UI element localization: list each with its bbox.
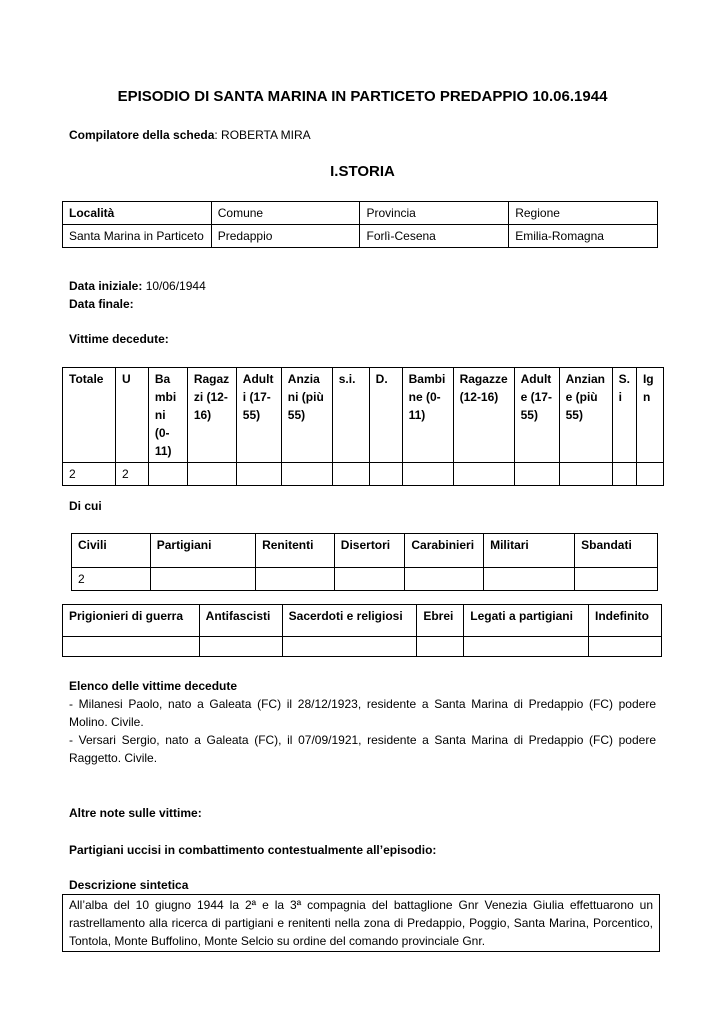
compiler-label: Compilatore della scheda	[69, 128, 215, 142]
table-cell	[150, 568, 255, 591]
table-cell	[199, 637, 282, 657]
table-cell: 2	[72, 568, 151, 591]
table-header-cell: D.	[369, 368, 402, 463]
table-header-cell: Partigiani	[150, 534, 255, 568]
table-row	[72, 534, 658, 568]
list-item: - Versari Sergio, nato a Galeata (FC), il 07/09/1921, residente a Santa Marina di Predappio (FC) podere Raggetto. Civile.	[69, 733, 656, 765]
table-header-cell: Legati a partigiani	[464, 605, 589, 637]
table-cell	[236, 463, 281, 486]
table-row	[63, 225, 658, 248]
table-header-cell: Anzian e (più 55)	[559, 368, 612, 463]
table-cell	[417, 637, 464, 657]
table-cell	[256, 568, 335, 591]
table-header-cell: U	[115, 368, 148, 463]
description-title: Descrizione sintetica	[69, 878, 189, 892]
table-header-cell: Sacerdoti e religiosi	[282, 605, 417, 637]
compiler-value: : ROBERTA MIRA	[214, 128, 311, 142]
dates-block	[69, 277, 206, 313]
end-date-label: Data finale:	[69, 297, 134, 311]
table-cell: Santa Marina in Particeto	[63, 225, 212, 248]
table-header-cell: Civili	[72, 534, 151, 568]
table-header-cell: Provincia	[360, 202, 509, 225]
table-header-cell: Carabinieri	[405, 534, 484, 568]
victims-list-title: Elenco delle vittime decedute	[69, 679, 238, 693]
start-date-label: Data iniziale:	[69, 279, 143, 293]
table-cell: Predappio	[211, 225, 360, 248]
start-date-value: 10/06/1944	[142, 279, 206, 293]
table-header-cell: Adult i (17- 55)	[236, 368, 281, 463]
victims-list	[69, 677, 656, 767]
table-row	[63, 463, 664, 486]
victims-label: Vittime decedute:	[69, 332, 169, 346]
table-header-cell: Adult e (17- 55)	[514, 368, 559, 463]
table-cell	[575, 568, 658, 591]
table-cell	[187, 463, 236, 486]
table-row	[63, 637, 662, 657]
table-header-cell: Ragaz zi (12- 16)	[187, 368, 236, 463]
table-row	[63, 605, 662, 637]
table-cell	[464, 637, 589, 657]
table-cell: 2	[115, 463, 148, 486]
victims-table	[62, 367, 664, 486]
table-cell	[282, 637, 417, 657]
section-title: I.STORIA	[330, 163, 395, 180]
table-header-cell: Disertori	[334, 534, 405, 568]
table-header-cell: s.i.	[332, 368, 369, 463]
table-cell	[453, 463, 514, 486]
table-cell	[588, 637, 661, 657]
table-row	[63, 368, 664, 463]
table-header-cell: Prigionieri di guerra	[63, 605, 200, 637]
table-cell	[636, 463, 663, 486]
table-header-cell: Militari	[484, 534, 575, 568]
table-header-cell: Sbandati	[575, 534, 658, 568]
table-cell	[402, 463, 453, 486]
table-header-cell: Anzia ni (più 55)	[281, 368, 332, 463]
compiler-line	[69, 128, 311, 142]
table-cell	[559, 463, 612, 486]
table-header-cell: Bambi ne (0- 11)	[402, 368, 453, 463]
partisans-label: Partigiani uccisi in combattimento contestualmente all’episodio:	[69, 843, 437, 857]
table-header-cell: Ebrei	[417, 605, 464, 637]
table-header-cell: Ba mbi ni (0- 11)	[148, 368, 187, 463]
list-item: - Milanesi Paolo, nato a Galeata (FC) il 28/12/1923, residente a Santa Marina di Predappio (FC) podere Molino. Civile.	[69, 697, 656, 729]
table-cell	[332, 463, 369, 486]
table-row	[63, 202, 658, 225]
table-header-cell: Indefinito	[588, 605, 661, 637]
table-header-cell: Ig n	[636, 368, 663, 463]
table-cell	[369, 463, 402, 486]
table-cell	[148, 463, 187, 486]
table-cell	[281, 463, 332, 486]
table-header-cell: Località	[63, 202, 212, 225]
table-cell: 2	[63, 463, 116, 486]
table-cell	[63, 637, 200, 657]
table-cell	[612, 463, 636, 486]
table-cell: Emilia-Romagna	[509, 225, 658, 248]
table-row	[72, 568, 658, 591]
table-cell	[334, 568, 405, 591]
table-cell	[484, 568, 575, 591]
table-cell	[514, 463, 559, 486]
table-header-cell: Ragazze (12-16)	[453, 368, 514, 463]
table-header-cell: S. i	[612, 368, 636, 463]
categories-table-2	[62, 604, 662, 657]
table-header-cell: Totale	[63, 368, 116, 463]
table-header-cell: Regione	[509, 202, 658, 225]
location-table	[62, 201, 658, 248]
document-title: EPISODIO DI SANTA MARINA IN PARTICETO PREDAPPIO 10.06.1944	[117, 88, 608, 105]
other-notes-label: Altre note sulle vittime:	[69, 806, 202, 820]
table-cell: Forlì-Cesena	[360, 225, 509, 248]
table-header-cell: Antifascisti	[199, 605, 282, 637]
table-header-cell: Comune	[211, 202, 360, 225]
di-cui-label: Di cui	[69, 499, 102, 513]
categories-table	[71, 533, 658, 591]
table-cell	[405, 568, 484, 591]
table-header-cell: Renitenti	[256, 534, 335, 568]
description-box: All’alba del 10 giugno 1944 la 2ª e la 3ª compagnia del battaglione Gnr Venezia Giulia effettuarono un rastrellamento alla ricerca di partigiani e renitenti nella zona di Predappio, Poggio, Santa Marina, Porcentico, Tontola, Monte Buffolino, Monte Selcio su ordine del comando provinciale Gnr.	[62, 894, 660, 952]
